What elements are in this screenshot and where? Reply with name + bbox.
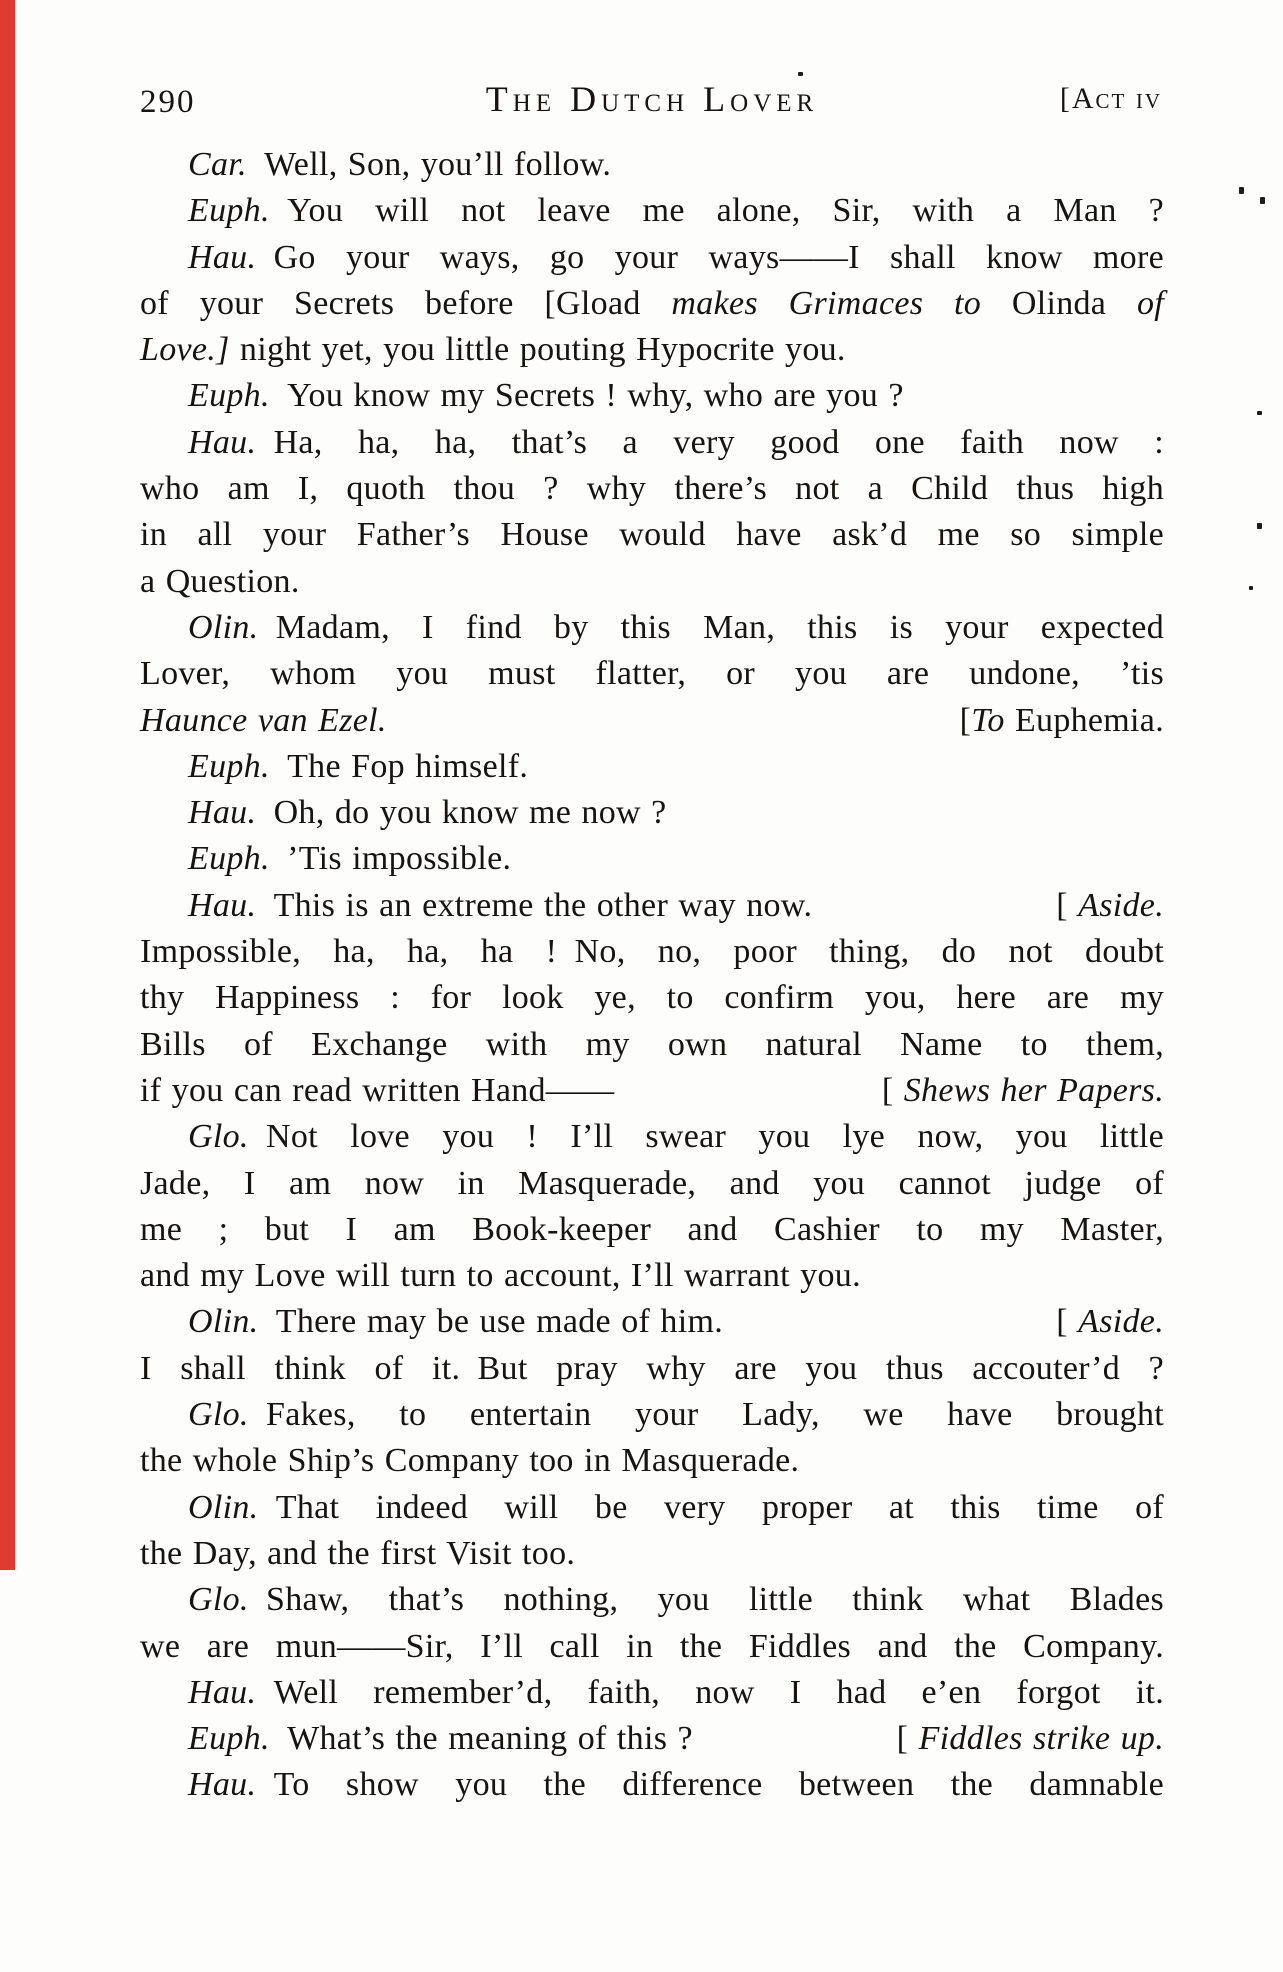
roman-text: Lover, whom you must flatter, or you are undone, ’tis	[140, 655, 1164, 693]
text-line	[140, 1207, 1164, 1253]
italic-text: Hau.	[188, 238, 257, 276]
text-line	[140, 975, 1164, 1021]
italic-text: Aside.	[1078, 1303, 1164, 1341]
text-line	[140, 1346, 1164, 1392]
italic-text: Euph.	[188, 1720, 270, 1758]
roman-text: To show you the difference between the damnable	[256, 1766, 1164, 1804]
dialogue-text	[188, 883, 812, 929]
italic-text: Hau.	[188, 886, 257, 924]
text-line	[140, 466, 1164, 512]
text-line	[140, 929, 1164, 975]
roman-text: [	[959, 701, 972, 739]
italic-text: Olin.	[188, 1488, 259, 1526]
text-line	[140, 883, 1164, 929]
ink-speck	[798, 72, 803, 76]
roman-text: Madam, I find by this Man, this is your expected	[258, 608, 1164, 646]
roman-text: There may be use made of him.	[258, 1303, 724, 1341]
italic-text: of	[1136, 284, 1164, 322]
italic-text: To	[971, 701, 1015, 739]
roman-text: Jade, I am now in Masquerade, and you cannot judge of	[140, 1164, 1164, 1202]
roman-text: the whole Ship’s Company too in Masquerade.	[140, 1442, 800, 1480]
roman-text: and my Love will turn to account, I’ll warrant you.	[140, 1257, 861, 1295]
roman-text: Well remember’d, faith, now I had e’en forgot it.	[256, 1673, 1164, 1711]
text-line	[140, 1392, 1164, 1438]
text-line	[140, 1161, 1164, 1207]
roman-text: You know my Secrets ! why, who are you ?	[269, 377, 904, 415]
ink-speck	[1257, 523, 1262, 529]
roman-text: [	[1056, 886, 1079, 924]
roman-text: The Fop himself.	[269, 747, 529, 785]
play-text	[140, 142, 1164, 1809]
roman-text: [	[1056, 1303, 1079, 1341]
text-line	[140, 327, 1164, 373]
italic-text: Euph.	[188, 192, 270, 230]
italic-text: Euph.	[188, 377, 270, 415]
roman-text: Oh, do you know me now ?	[256, 794, 667, 832]
act-label: [Act iv	[1059, 82, 1162, 115]
text-line	[140, 1253, 1164, 1299]
running-title: The Dutch Lover	[485, 79, 819, 119]
italic-text: Hau.	[188, 423, 257, 461]
text-line	[140, 1531, 1164, 1577]
roman-text: What’s the meaning of this ?	[269, 1720, 693, 1758]
italic-text: Euph.	[188, 840, 270, 878]
text-line	[140, 188, 1164, 234]
text-line	[140, 1762, 1164, 1808]
italic-text: Haunce van Ezel.	[140, 701, 387, 739]
italic-text: Aside.	[1078, 886, 1164, 924]
roman-text: Well, Son, you’ll follow.	[246, 146, 612, 183]
italic-text: Glo.	[188, 1396, 249, 1434]
roman-text: I shall think of it. But pray why are you thus accouter’d ?	[140, 1349, 1164, 1387]
roman-text: Fakes, to entertain your Lady, we have brought	[248, 1396, 1164, 1434]
text-line	[140, 605, 1164, 651]
dialogue-text	[188, 1716, 693, 1762]
text-line	[140, 420, 1164, 466]
italic-text: Love.]	[140, 331, 230, 369]
italic-text: Fiddles strike up.	[918, 1720, 1164, 1758]
text-line	[140, 1624, 1164, 1670]
stage-direction	[897, 1716, 1164, 1762]
italic-text: makes Grimaces to	[671, 284, 1012, 322]
roman-text: night yet, you little pouting Hypocrite you.	[229, 331, 846, 369]
roman-text: thy Happiness : for look ye, to confirm you, here are my	[140, 979, 1164, 1017]
text-line	[140, 1299, 1164, 1345]
italic-text: Hau.	[188, 1766, 257, 1804]
roman-text: Bills of Exchange with my own natural Name to them,	[140, 1025, 1164, 1063]
roman-text: who am I, quoth thou ? why there’s not a Child thus high	[140, 470, 1164, 508]
italic-text: Hau.	[188, 794, 257, 832]
italic-text: Glo.	[188, 1581, 249, 1619]
stage-direction	[882, 1068, 1164, 1114]
dialogue-text	[140, 698, 387, 744]
stage-direction	[960, 698, 1164, 744]
text-line	[140, 744, 1164, 790]
text-line	[140, 790, 1164, 836]
text-line	[140, 651, 1164, 697]
text-line	[140, 836, 1164, 882]
roman-text: in all your Father’s House would have ask’d me so simple	[140, 516, 1164, 554]
roman-text: ’Tis impossible.	[269, 840, 512, 878]
text-line	[140, 1022, 1164, 1068]
roman-text: Shaw, that’s nothing, you little think what Blades	[248, 1581, 1164, 1619]
roman-text: Ha, ha, ha, that’s a very good one faith now :	[256, 423, 1164, 461]
text-line	[140, 512, 1164, 558]
italic-text: Car.	[188, 146, 247, 183]
text-line	[140, 698, 1164, 744]
text-line	[140, 281, 1164, 327]
roman-text: Olinda	[1011, 284, 1137, 322]
roman-text: we are mun——Sir, I’ll call in the Fiddles and the Company.	[140, 1627, 1164, 1665]
roman-text: the Day, and the first Visit too.	[140, 1534, 576, 1572]
roman-text: This is an extreme the other way now.	[256, 886, 813, 924]
text-line	[140, 1068, 1164, 1114]
italic-text: Glo.	[188, 1118, 249, 1156]
roman-text: That indeed will be very proper at this time of	[258, 1488, 1164, 1526]
dialogue-text	[188, 1299, 723, 1345]
roman-text: of your Secrets before [Gload	[140, 284, 672, 322]
stage-direction	[1056, 883, 1164, 929]
page-header	[140, 78, 1164, 126]
roman-text: Impossible, ha, ha, ha ! No, no, poor thing, do not doubt	[140, 933, 1164, 971]
roman-text: Euphemia.	[1014, 701, 1164, 739]
italic-text: Euph.	[188, 747, 270, 785]
roman-text: Go your ways, go your ways——I shall know more	[256, 238, 1164, 276]
italic-text: Olin.	[188, 608, 259, 646]
text-line	[140, 1716, 1164, 1762]
roman-text: me ; but I am Book-keeper and Cashier to my Master,	[140, 1210, 1164, 1248]
text-line	[140, 1670, 1164, 1716]
text-line	[140, 142, 1164, 188]
ink-speck	[1260, 197, 1265, 204]
text-line	[140, 1485, 1164, 1531]
roman-text: Not love you ! I’ll swear you lye now, you little	[248, 1118, 1164, 1156]
text-line	[140, 235, 1164, 281]
ink-speck	[1257, 411, 1262, 415]
red-edge-strip	[0, 0, 15, 1570]
text-line	[140, 1577, 1164, 1623]
ink-speck	[1239, 187, 1244, 194]
roman-text: You will not leave me alone, Sir, with a Man ?	[269, 192, 1164, 230]
italic-text: Olin.	[188, 1303, 259, 1341]
italic-text: Hau.	[188, 1673, 257, 1711]
italic-text: Shews her Papers.	[903, 1071, 1164, 1109]
roman-text: [	[896, 1720, 919, 1758]
roman-text: a Question.	[140, 562, 300, 600]
stage-direction	[1056, 1299, 1164, 1345]
text-line	[140, 559, 1164, 605]
text-line	[140, 1438, 1164, 1484]
roman-text: [	[881, 1071, 904, 1109]
page-number: 290	[140, 84, 196, 120]
text-line	[140, 1114, 1164, 1160]
ink-speck	[1249, 586, 1253, 590]
roman-text: if you can read written Hand——	[140, 1071, 615, 1109]
dialogue-text	[140, 1068, 614, 1114]
text-line	[140, 373, 1164, 419]
